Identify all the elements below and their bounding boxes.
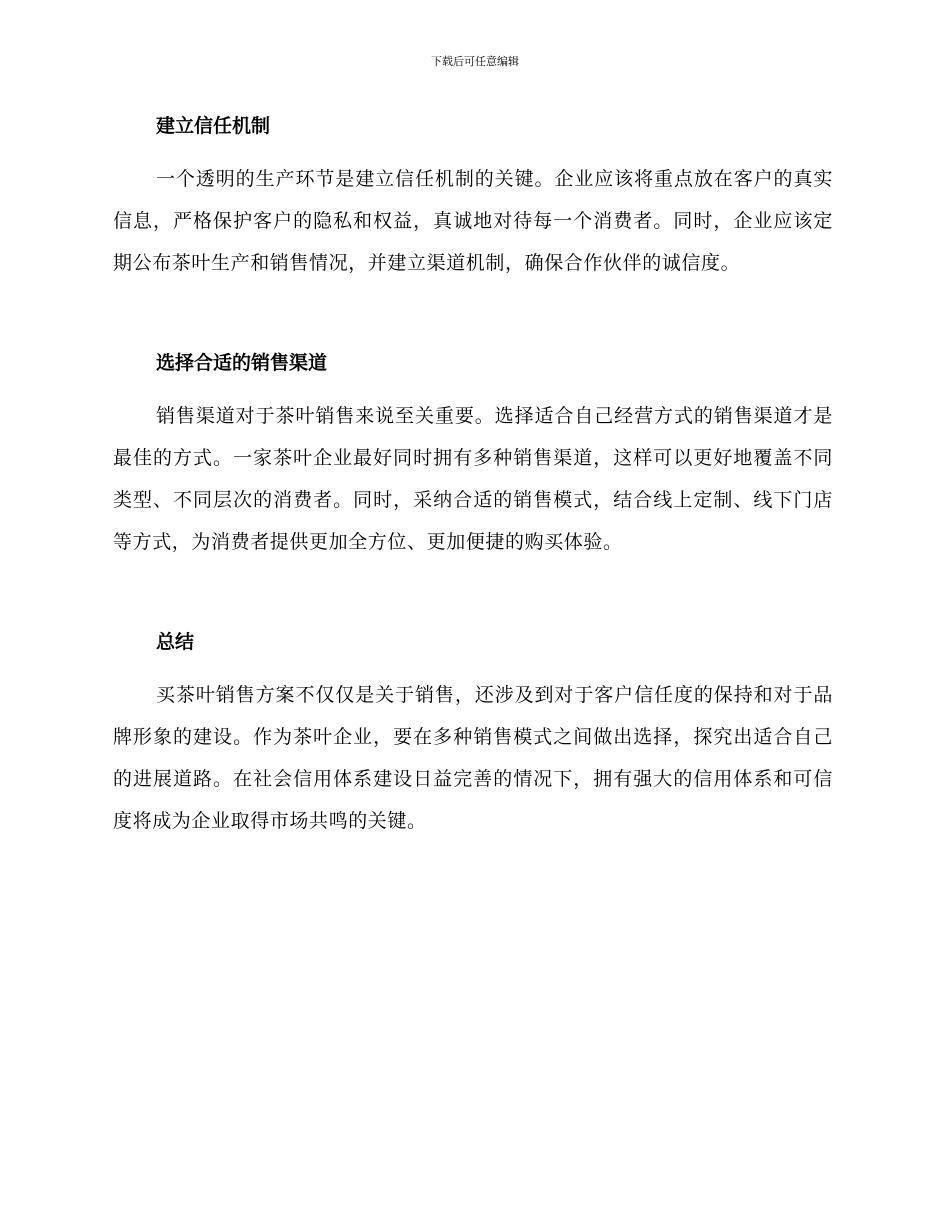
section-sales-channels	[113, 349, 833, 563]
section-paragraph: 一个透明的生产环节是建立信任机制的关键。企业应该将重点放在客户的真实信息，严格保护客户的隐私和权益，真诚地对待每一个消费者。同时，企业应该定期公布茶叶生产和销售情况，并建立渠道机制，确保合作伙伴的诚信度。	[113, 168, 833, 274]
section-heading: 建立信任机制	[156, 115, 271, 137]
section-heading: 总结	[156, 631, 195, 653]
section-paragraph: 买茶叶销售方案不仅仅是关于销售，还涉及到对于客户信任度的保持和对于品牌形象的建设。作为茶叶企业，要在多种销售模式之间做出选择，探究出适合自己的进展道路。在社会信用体系建设日益完善的情况下，拥有强大的信用体系和可信度将成为企业取得市场共鸣的关键。	[113, 684, 833, 832]
page-header: 下载后可任意编辑	[431, 55, 519, 68]
section-heading: 选择合适的销售渠道	[156, 352, 328, 374]
section-summary	[113, 628, 833, 842]
section-paragraph: 销售渠道对于茶叶销售来说至关重要。选择适合自己经营方式的销售渠道才是最佳的方式。一家茶叶企业最好同时拥有多种销售渠道，这样可以更好地覆盖不同类型、不同层次的消费者。同时，采纳合适的销售模式，结合线上定制、线下门店等方式，为消费者提供更加全方位、更加便捷的购买体验。	[113, 405, 833, 553]
section-trust-mechanism	[113, 112, 833, 284]
